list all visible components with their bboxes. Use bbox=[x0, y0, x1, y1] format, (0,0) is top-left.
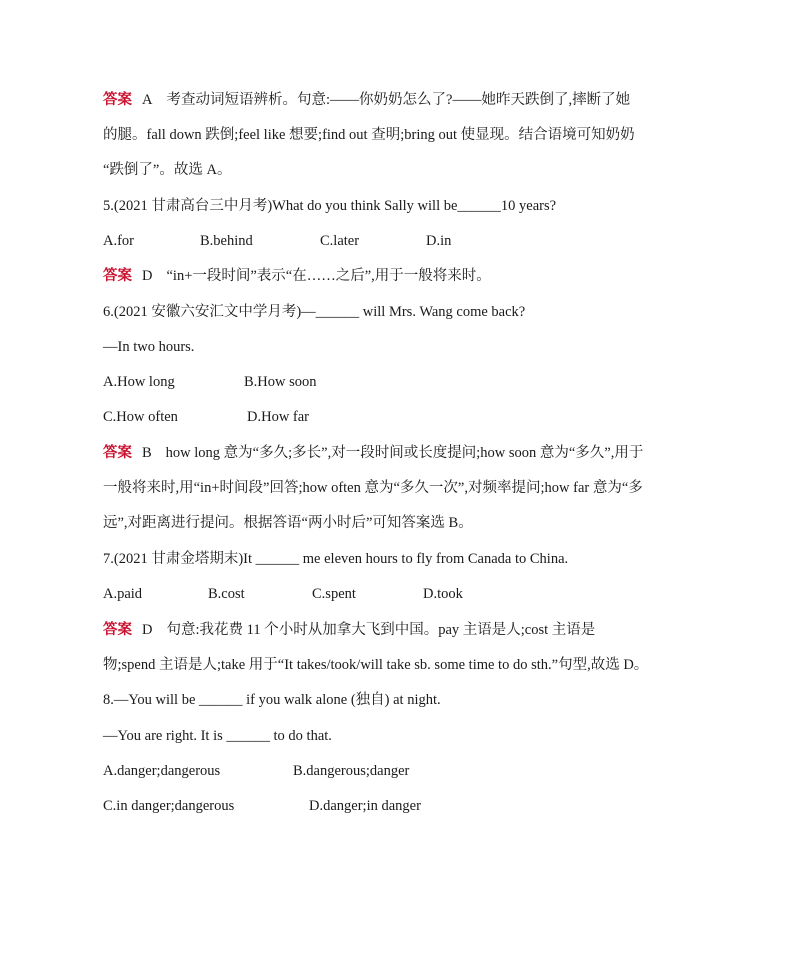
q6-answer-line-3: 远”,对距离进行提问。根据答语“两小时后”可知答案选 B。 bbox=[103, 515, 473, 531]
q5-option-d: D.in bbox=[426, 233, 452, 249]
q6-answer-line-1 bbox=[103, 443, 643, 463]
q6-option-c: C.How often bbox=[103, 409, 178, 425]
q6-option-d: D.How far bbox=[247, 409, 310, 425]
q6-option-a: A.How long bbox=[103, 374, 175, 390]
q8-reply: —You are right. It is ______ to do that. bbox=[103, 728, 332, 744]
q7-answer-line-1 bbox=[103, 620, 595, 640]
q6-stem: 6.(2021 安徽六安汇文中学月考)—______ will Mrs. Wang come back? bbox=[103, 304, 526, 320]
q5-option-c: C.later bbox=[320, 233, 360, 249]
answer-letter: D bbox=[142, 268, 153, 284]
q5-answer bbox=[103, 266, 491, 286]
q4-answer-line-3: “跌倒了”。故选 A。 bbox=[103, 162, 232, 178]
answer-label: 答案 bbox=[103, 445, 132, 461]
q8-options-row-1 bbox=[103, 761, 409, 781]
answer-label: 答案 bbox=[103, 622, 132, 638]
q5-option-a: A.for bbox=[103, 233, 135, 249]
answer-explanation: 句意:我花费 11 个小时从加拿大飞到中国。pay 主语是人;cost 主语是 bbox=[166, 622, 596, 638]
q6-answer-line-2: 一般将来时,用“in+时间段”回答;how often 意为“多久一次”,对频率提问;how far 意为“多 bbox=[103, 480, 643, 496]
q6-reply: —In two hours. bbox=[103, 339, 195, 355]
q8-option-a: A.danger;dangerous bbox=[103, 763, 221, 779]
q7-options bbox=[103, 584, 463, 604]
q4-answer-line-1 bbox=[103, 90, 630, 110]
q5-stem: 5.(2021 甘肃高台三中月考)What do you think Sally will be______10 years? bbox=[103, 198, 557, 214]
q7-option-c: C.spent bbox=[312, 586, 356, 602]
q7-option-d: D.took bbox=[423, 586, 463, 602]
answer-explanation: 考查动词短语辨析。句意:——你奶奶怎么了?——她昨天跌倒了,摔断了她 bbox=[166, 92, 631, 108]
q8-option-b: B.dangerous;danger bbox=[293, 763, 410, 779]
answer-letter: A bbox=[142, 92, 153, 108]
q5-option-b: B.behind bbox=[200, 233, 253, 249]
answer-label: 答案 bbox=[103, 268, 132, 284]
q7-stem: 7.(2021 甘肃金塔期末)It ______ me eleven hours to fly from Canada to China. bbox=[103, 551, 569, 567]
q8-options-row-2 bbox=[103, 796, 421, 816]
q8-option-d: D.danger;in danger bbox=[309, 798, 421, 814]
q7-answer-line-2: 物;spend 主语是人;take 用于“It takes/took/will take sb. some time to do sth.”句型,故选 D。 bbox=[103, 657, 649, 673]
q8-option-c: C.in danger;dangerous bbox=[103, 798, 235, 814]
answer-letter: B bbox=[142, 445, 152, 461]
answer-label: 答案 bbox=[103, 92, 132, 108]
q7-option-a: A.paid bbox=[103, 586, 143, 602]
answer-letter: D bbox=[142, 622, 153, 638]
answer-explanation: how long 意为“多久;多长”,对一段时间或长度提问;how soon 意为“多久”,用于 bbox=[165, 445, 644, 461]
q6-option-b: B.How soon bbox=[244, 374, 317, 390]
answer-explanation: “in+一段时间”表示“在……之后”,用于一般将来时。 bbox=[166, 268, 491, 284]
q7-option-b: B.cost bbox=[208, 586, 245, 602]
q5-options bbox=[103, 231, 451, 251]
q4-answer-line-2: 的腿。fall down 跌倒;feel like 想要;find out 查明;bring out 使显现。结合语境可知奶奶 bbox=[103, 127, 635, 143]
q6-options-row-1 bbox=[103, 372, 317, 392]
q6-options-row-2 bbox=[103, 407, 309, 427]
q8-stem: 8.—You will be ______ if you walk alone (独自) at night. bbox=[103, 692, 441, 708]
